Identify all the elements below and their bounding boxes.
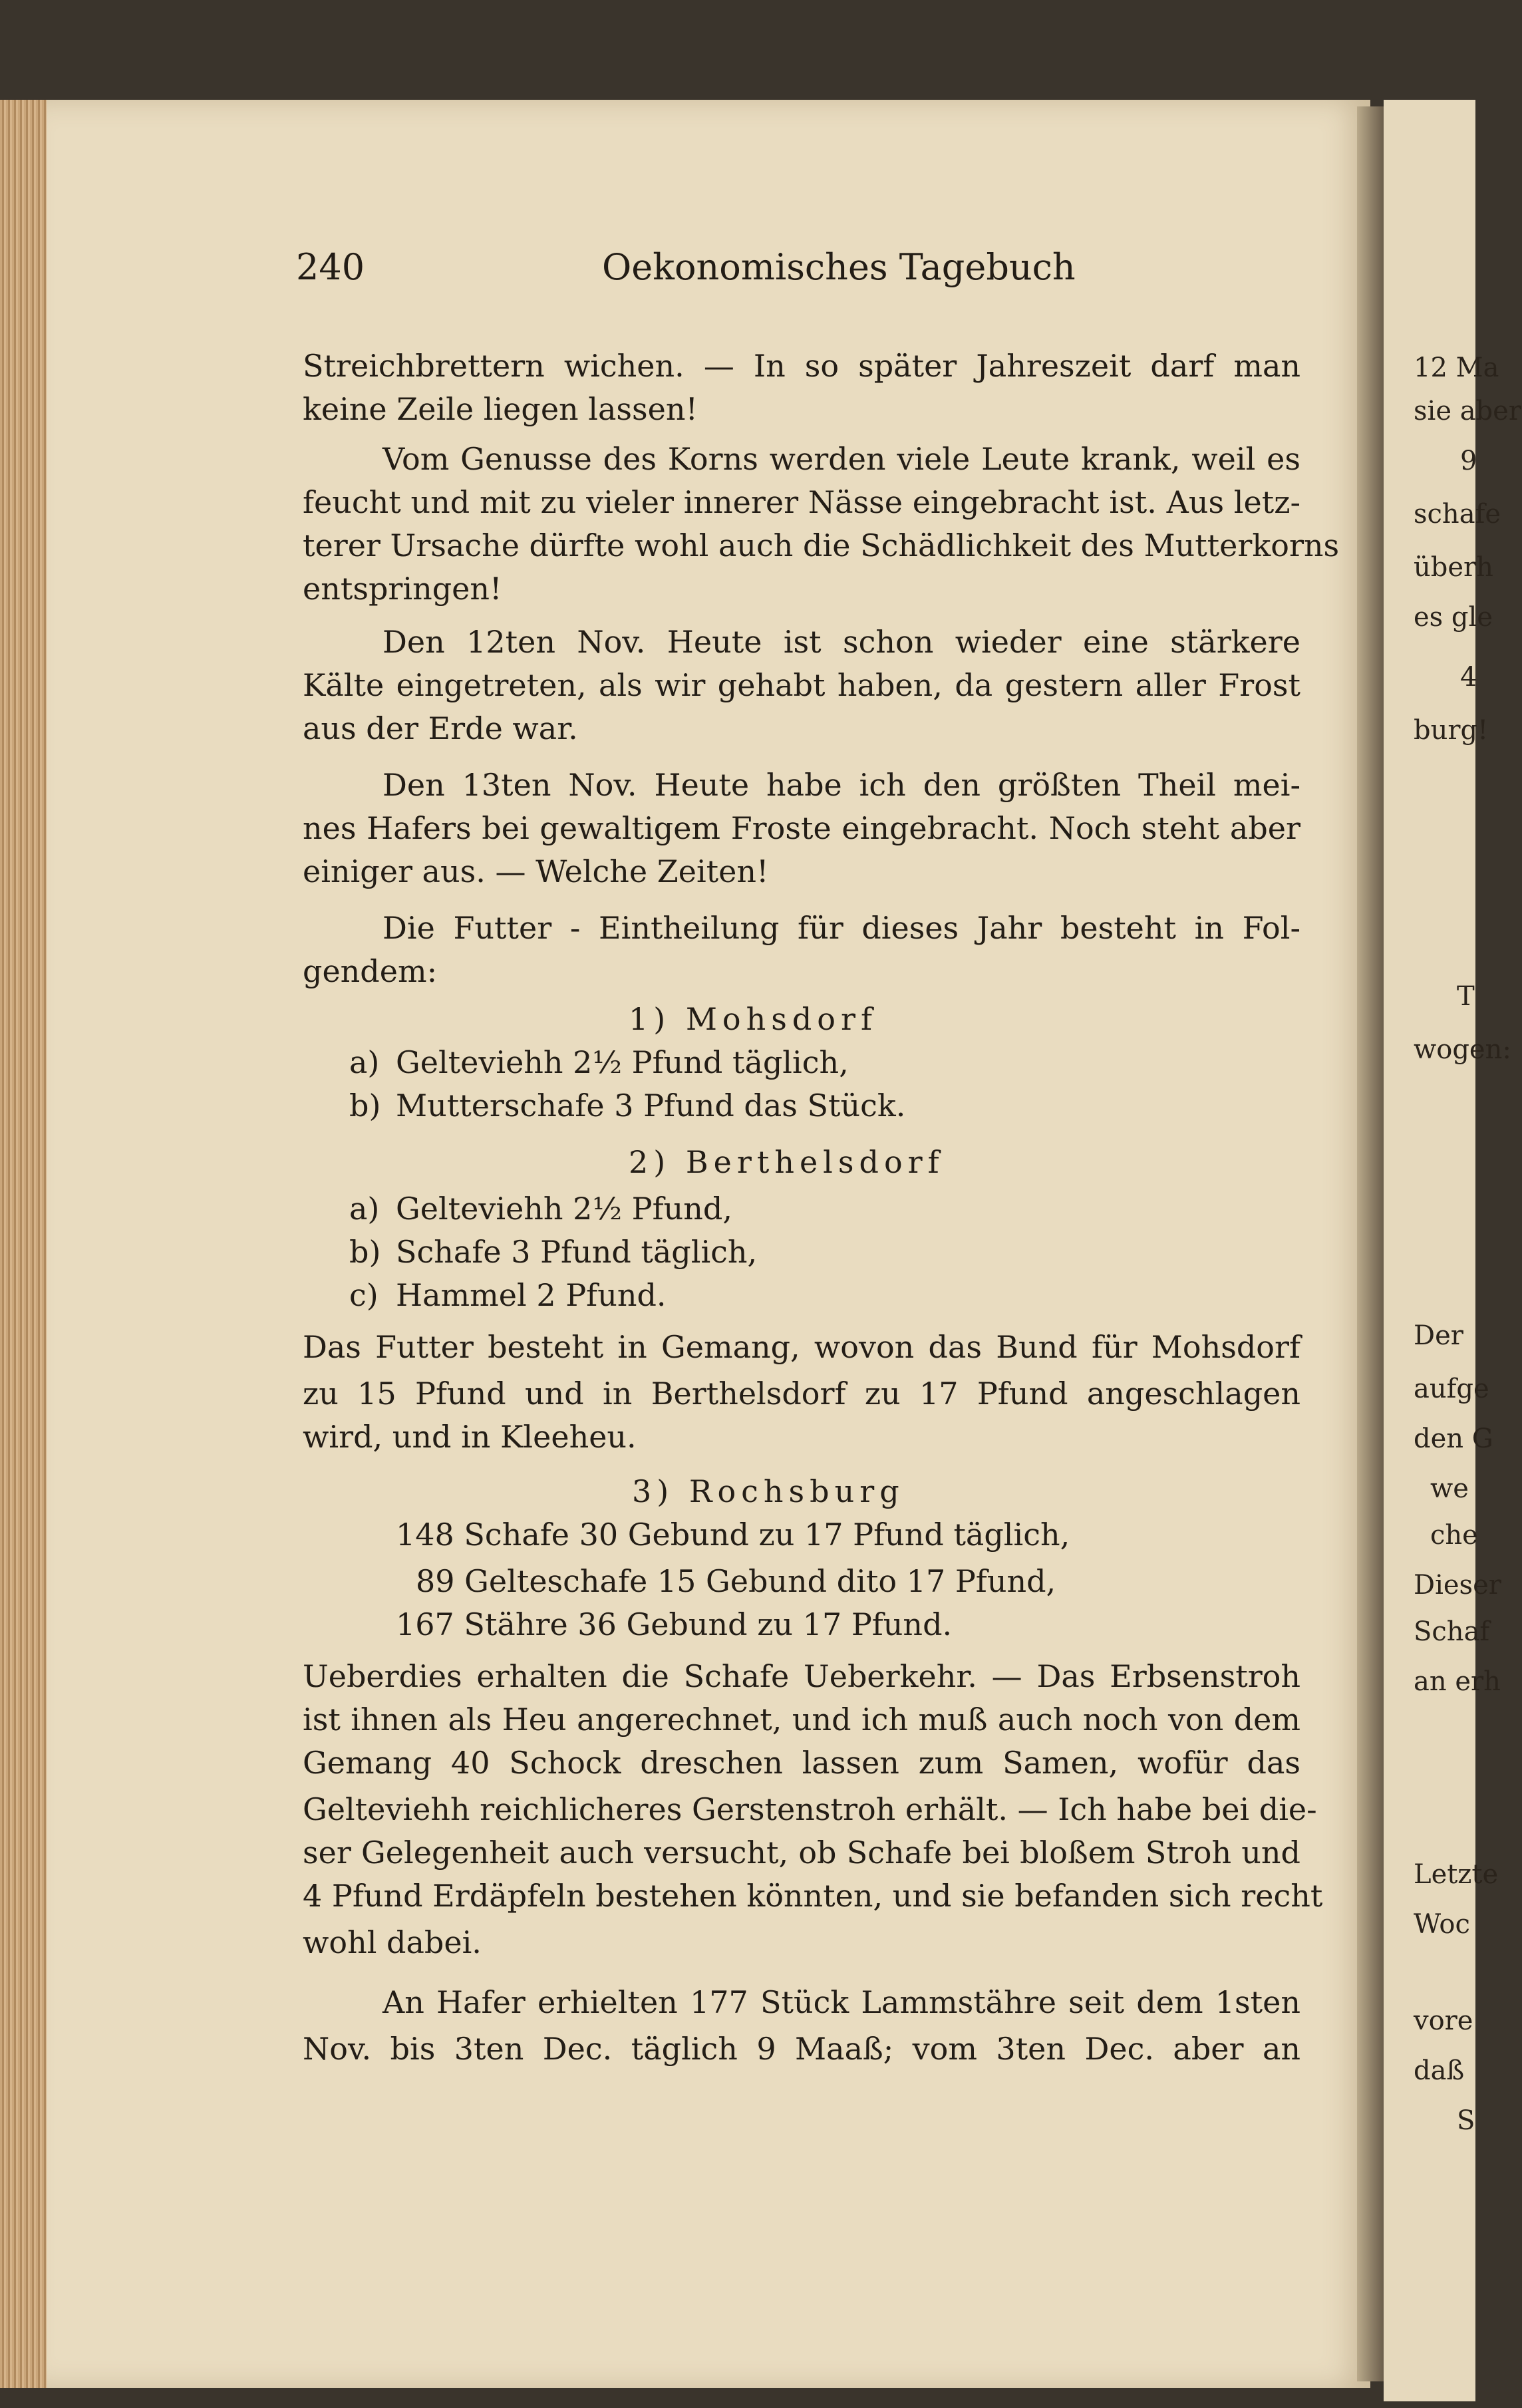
facing-page-fragment: 9 xyxy=(1460,446,1477,476)
facing-page-fragment: Letzte xyxy=(1414,1859,1499,1890)
text-line: nes Hafers bei gewaltigem Froste eingebracht. Noch steht aber xyxy=(303,810,1300,846)
table-row: 89 Gelteschafe 15 Gebund dito 17 Pfund, xyxy=(416,1563,1056,1599)
running-head: Oekonomisches Tagebuch xyxy=(602,246,1076,288)
list-marker: a) xyxy=(349,1191,380,1227)
facing-page-fragment: 4 xyxy=(1460,662,1477,692)
facing-page-fragment: daß xyxy=(1414,2055,1465,2086)
text-line: entspringen! xyxy=(303,571,502,607)
text-line: zu 15 Pfund und in Berthelsdorf zu 17 Pfund angeschlagen xyxy=(303,1376,1300,1412)
text-line: Gemang 40 Schock dreschen lassen zum Samen, wofür das xyxy=(303,1745,1300,1781)
text-line: Das Futter besteht in Gemang, wovon das Bund für Mohsdorf xyxy=(303,1329,1300,1365)
list-item xyxy=(349,1277,667,1313)
list-item-text: Schafe 3 Pfund täglich, xyxy=(396,1234,758,1270)
text-line: gendem: xyxy=(303,953,438,989)
table-row: 167 Stähre 36 Gebund zu 17 Pfund. xyxy=(396,1606,953,1642)
list-item xyxy=(349,1234,757,1270)
text-line: Ueberdies erhalten die Schafe Ueberkehr. — Das Erbsenstroh xyxy=(303,1658,1300,1694)
page-number: 240 xyxy=(296,246,365,288)
section-title-rochsburg: 3) Rochsburg xyxy=(632,1473,905,1509)
list-item xyxy=(349,1044,849,1080)
facing-page-fragment: che xyxy=(1430,1520,1478,1551)
text-line: aus der Erde war. xyxy=(303,710,578,746)
section-title-berthelsdorf: 2) Berthelsdorf xyxy=(629,1144,945,1180)
text-line: An Hafer erhielten 177 Stück Lammstähre seit dem 1sten xyxy=(382,1984,1300,2020)
list-item xyxy=(349,1088,905,1124)
facing-page-fragment: sie aber xyxy=(1414,396,1521,426)
list-marker: a) xyxy=(349,1044,380,1080)
text-line: Vom Genusse des Korns werden viele Leute krank, weil es xyxy=(382,441,1300,477)
text-line: Gelteviehh reichlicheres Gerstenstroh erhält. — Ich habe bei die- xyxy=(303,1791,1317,1827)
facing-page-fragment: aufge xyxy=(1414,1374,1489,1404)
facing-page-fragment: we xyxy=(1430,1473,1469,1504)
text-line: Den 13ten Nov. Heute habe ich den größten Theil mei- xyxy=(382,767,1300,803)
text-line: einiger aus. — Welche Zeiten! xyxy=(303,853,769,889)
facing-page-fragment: S xyxy=(1457,2105,1475,2136)
facing-page-fragment: den G xyxy=(1414,1424,1493,1454)
text-line: 4 Pfund Erdäpfeln bestehen könnten, und sie befanden sich recht xyxy=(303,1878,1323,1914)
facing-page-fragment: vore xyxy=(1414,2006,1473,2036)
list-item-text: Mutterschafe 3 Pfund das Stück. xyxy=(396,1088,906,1124)
facing-page-fragment: Der xyxy=(1414,1320,1463,1351)
list-marker: b) xyxy=(349,1088,381,1124)
text-line: ser Gelegenheit auch versucht, ob Schafe bei bloßem Stroh und xyxy=(303,1835,1300,1871)
facing-page-fragment: Dieser xyxy=(1414,1570,1501,1600)
facing-page-fragment: burg! xyxy=(1414,715,1489,746)
facing-page-fragment: schafe xyxy=(1414,499,1501,529)
text-line: Die Futter - Eintheilung für dieses Jahr besteht in Fol- xyxy=(382,910,1300,946)
text-line: feucht und mit zu vieler innerer Nässe eingebracht ist. Aus letz- xyxy=(303,484,1300,520)
text-line: Kälte eingetreten, als wir gehabt haben, da gestern aller Frost xyxy=(303,667,1300,703)
page-header xyxy=(296,246,1300,293)
text-line: keine Zeile liegen lassen! xyxy=(303,391,698,427)
section-title-mohsdorf: 1) Mohsdorf xyxy=(629,1001,878,1037)
list-item-text: Gelteviehh 2½ Pfund, xyxy=(396,1191,732,1227)
book-page-edges xyxy=(0,100,53,2388)
facing-page-fragment: wogen: xyxy=(1414,1034,1511,1065)
text-line: wird, und in Kleeheu. xyxy=(303,1419,637,1455)
text-line: Den 12ten Nov. Heute ist schon wieder eine stärkere xyxy=(382,624,1300,660)
text-line: Streichbrettern wichen. — In so später Jahreszeit darf man xyxy=(303,348,1300,384)
text-line: ist ihnen als Heu angerechnet, und ich muß auch noch von dem xyxy=(303,1702,1300,1737)
facing-page-fragment: überh xyxy=(1414,552,1493,583)
facing-page-fragment: 12 Ma xyxy=(1414,353,1499,383)
list-item-text: Hammel 2 Pfund. xyxy=(396,1277,667,1313)
list-marker: c) xyxy=(349,1277,379,1313)
book-gutter xyxy=(1357,106,1384,2381)
text-line: terer Ursache dürfte wohl auch die Schädlichkeit des Mutterkorns xyxy=(303,527,1340,563)
facing-page-fragment: an erh xyxy=(1414,1666,1501,1697)
facing-page-fragment: T xyxy=(1457,981,1475,1012)
facing-page-fragment: es gle xyxy=(1414,602,1493,633)
text-line: wohl dabei. xyxy=(303,1924,482,1960)
text-line: Nov. bis 3ten Dec. täglich 9 Maaß; vom 3ten Dec. aber an xyxy=(303,2031,1300,2067)
facing-page-fragment: Woc xyxy=(1414,1909,1470,1940)
list-item-text: Gelteviehh 2½ Pfund täglich, xyxy=(396,1044,849,1080)
table-row: 148 Schafe 30 Gebund zu 17 Pfund täglich, xyxy=(396,1517,1070,1553)
list-marker: b) xyxy=(349,1234,381,1270)
facing-page-fragment: Schaf xyxy=(1414,1616,1490,1647)
list-item xyxy=(349,1191,732,1227)
